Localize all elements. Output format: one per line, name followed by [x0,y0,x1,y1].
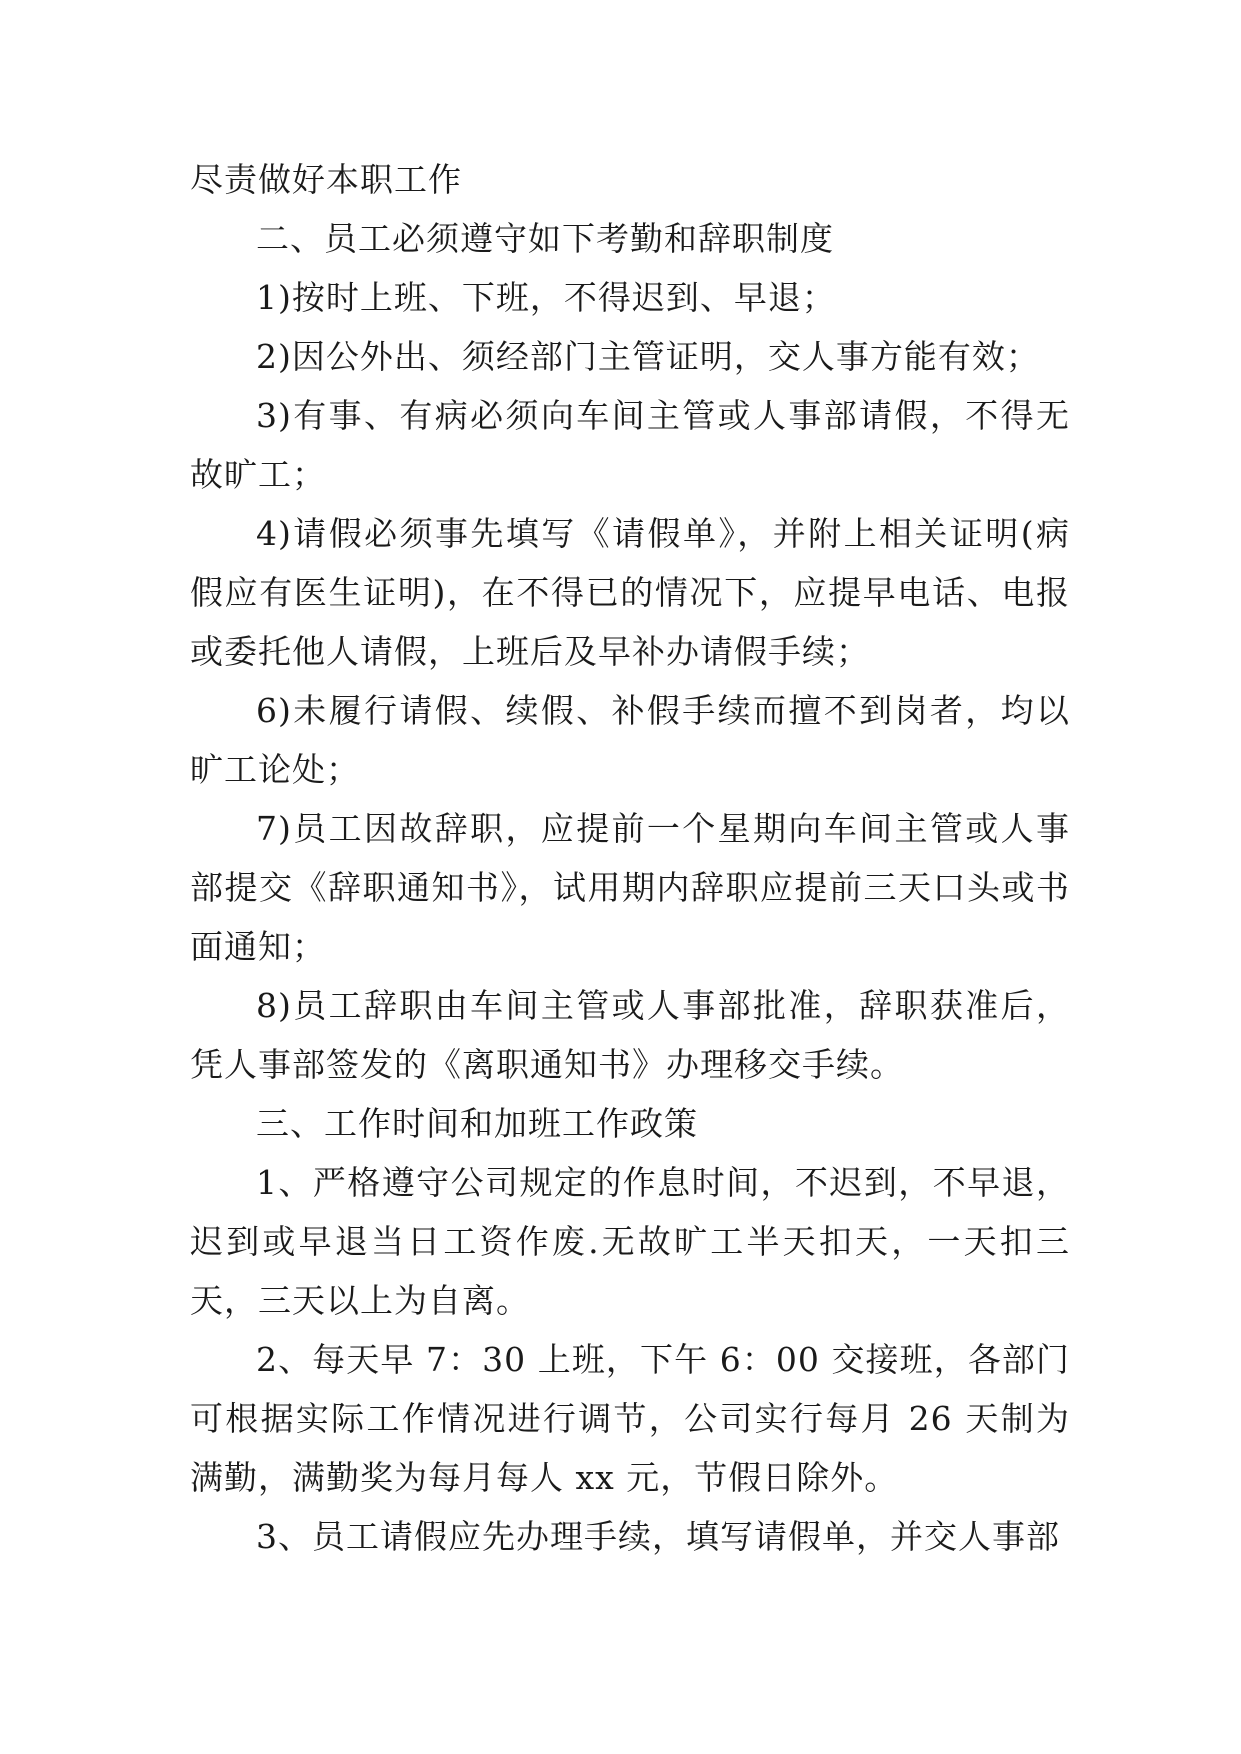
paragraph-rule-1: 1)按时上班、下班，不得迟到、早退； [256,278,836,317]
paragraph-hours-2: 2、每天早 7：30 上班，下午 6：00 交接班，各部门可根据实际工作情况进行调节，公司实行每月 26 天制为满勤，满勤奖为每月每人 xx 元，节假日除外。 [190,1340,1070,1497]
paragraph-hours-3: 3、员工请假应先办理手续，填写请假单，并交人事部 [256,1517,1060,1556]
paragraph-1: 尽责做好本职工作 [190,160,462,199]
paragraph-rule-6: 6)未履行请假、续假、补假手续而擅不到岗者，均以旷工论处； [190,691,1070,789]
paragraph-rule-2: 2)因公外出、须经部门主管证明，交人事方能有效； [256,337,1040,376]
section-heading-attendance: 二、员工必须遵守如下考勤和辞职制度 [256,219,834,258]
paragraph-rule-8: 8)员工辞职由车间主管或人事部批准，辞职获准后，凭人事部签发的《离职通知书》办理移交手续。 [190,986,1070,1084]
paragraph-hours-1: 1、严格遵守公司规定的作息时间，不迟到，不早退，迟到或早退当日工资作废.无故旷工半天扣天，一天扣三天，三天以上为自离。 [190,1163,1070,1320]
section-heading-work-hours: 三、工作时间和加班工作政策 [256,1104,698,1143]
paragraph-rule-7: 7)员工因故辞职，应提前一个星期向车间主管或人事部提交《辞职通知书》，试用期内辞职应提前三天口头或书面通知； [190,809,1070,966]
paragraph-rule-3: 3)有事、有病必须向车间主管或人事部请假，不得无故旷工； [190,396,1070,494]
document-body [190,150,1070,1566]
paragraph-rule-4: 4)请假必须事先填写《请假单》，并附上相关证明(病假应有医生证明)，在不得已的情况下，应提早电话、电报或委托他人请假，上班后及早补办请假手续； [190,514,1070,671]
